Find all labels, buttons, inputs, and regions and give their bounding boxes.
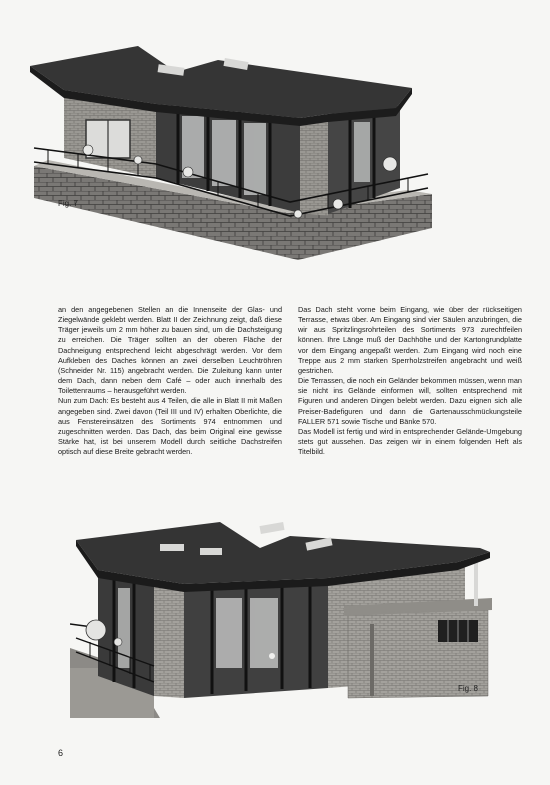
right-text-column bbox=[298, 305, 522, 457]
paragraph: Nun zum Dach: Es besteht aus 4 Teilen, die alle in Blatt II mit Maßen angegeben sind. Zwei davon (Teil III und IV) erhalten Oberlichte, die aus Fenstereinsätzen des Sortiments 974 entnommen und zugeschnitten werden. Das Dach, das beim Original eine gewisse Stärke hat, ist bei unserem Modell durch seitliche Dachstreifen optisch auf diese Breite gebracht werden. bbox=[58, 396, 282, 457]
paragraph: an den angegebenen Stellen an die Innenseite der Glas- und Ziegelwände geklebt werden. Blatt II der Zeichnung zeigt, daß diese Träger jeweils um 2 mm höher zu bauen sind, um die Dachsteigung zu erreichen. Die Träger sollten an der oberen Fläche der Dachneigung entsprechend leicht abgeschrägt werden. Vor dem Aufkleben des Daches können an zwei derselben Leuchtröhren (Schneider Nr. 115) angebracht werden. Die Zuleitung kann unter dem Dach, dann neben dem Café – oder auch innerhalb des Toilettenraums – herausgeführt werden. bbox=[58, 305, 282, 396]
figure-7-caption: Fig. 7 bbox=[58, 199, 79, 208]
page-number: 6 bbox=[58, 748, 64, 758]
figure-7-photo bbox=[28, 38, 438, 266]
paragraph: Das Modell ist fertig und wird in entsprechender Gelände-Umgebung stets gut aussehen. Das zeigen wir in einem folgenden Heft als Titelbild. bbox=[298, 426, 522, 457]
left-text-column bbox=[58, 305, 282, 457]
figure-8-caption: Fig. 8 bbox=[458, 684, 479, 693]
figure-8-photo bbox=[70, 518, 498, 723]
paragraph: Die Terrassen, die noch ein Geländer bekommen müssen, wenn man sie nicht ins Gelände einformen will, sollten entsprechend mit Figuren und anderen Dingen belebt werden. Dazu eignen sich alle Preiser-Badefiguren und dann die Gartenausschmückungsteile FALLER 571 sowie Tische und Bänke 570. bbox=[298, 376, 522, 426]
paragraph: Das Dach steht vorne beim Eingang, wie über der rückseitigen Terrasse, etwas über. Am Eingang sind vier Säulen anzubringen, die wir aus Spritzlingsrohrteilen des Sortiments 973 zurechtfeilen können. Ihre Länge muß der Dachhöhe und der Kartongrundplatte vor dem Eingang angepaßt werden. Zum Eingang wird noch eine Treppe aus 2 mm starken Sperrholzstreifen angebracht und weiß gestrichen. bbox=[298, 305, 522, 375]
